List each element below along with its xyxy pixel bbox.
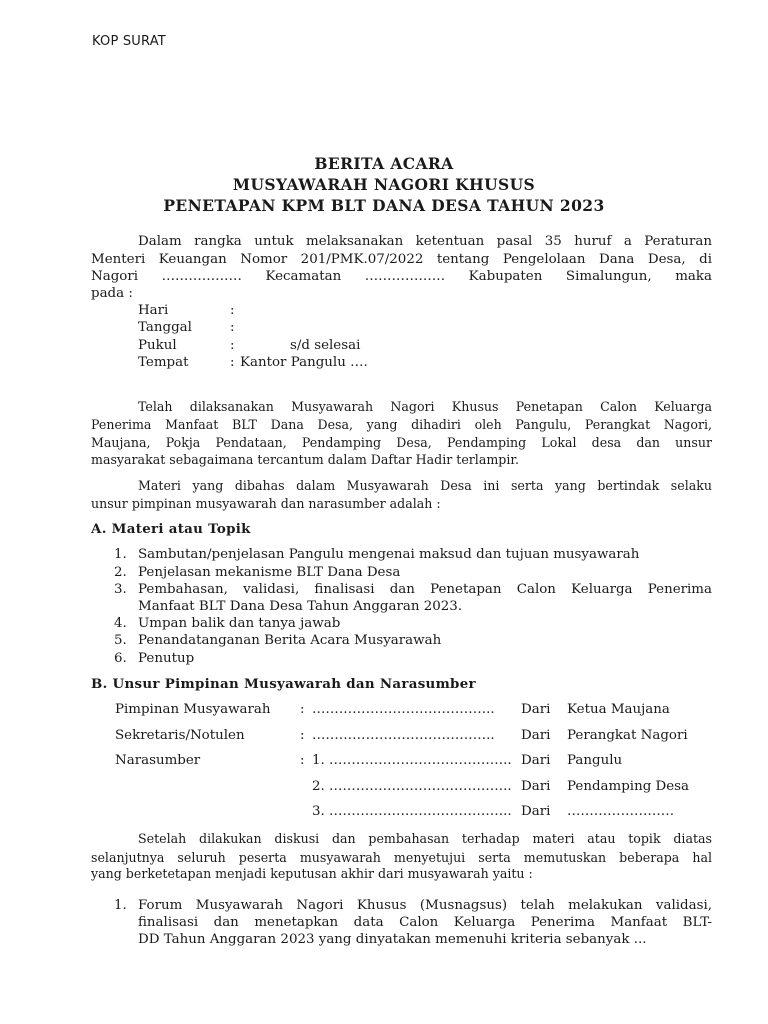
title-line-2: MUSYAWARAH NAGORI KHUSUS (232, 175, 536, 194)
topic-3-number: 3. (114, 582, 127, 597)
topic-5-text: Penandatanganan Berita Acara Musyarawah (138, 633, 442, 648)
para3-line-2: unsur pimpinan musyawarah dan narasumber adalah : (91, 496, 441, 511)
topic-3-text-continued: Manfaat BLT Dana Desa Tahun Anggaran 2023. (138, 599, 463, 614)
intro-line-1: Dalam rangka untuk melaksanakan ketentuan pasal 35 huruf a Peraturan (138, 234, 712, 249)
decision-1-number: 1. (114, 898, 127, 913)
para4-line-3: yang berketetapan menjadi keputusan akhir dari musyawarah yaitu : (91, 866, 533, 881)
narasumber-2-dari: Dari (521, 779, 551, 794)
topic-4-text: Umpan balik dan tanya jawab (138, 616, 341, 631)
para2-line-4: masyarakat sebagaimana tercantum dalam Daftar Hadir terlampir. (91, 452, 520, 467)
narasumber-2-blank: 2. ………………………………….. (312, 779, 512, 794)
tanggal-colon: : (230, 320, 235, 335)
topic-3-text: Pembahasan, validasi, finalisasi dan Penetapan Calon Keluarga Penerima (138, 582, 712, 597)
hari-colon: : (230, 303, 235, 318)
topic-2-text: Penjelasan mekanisme BLT Dana Desa (138, 565, 401, 580)
tanggal-label: Tanggal (138, 320, 192, 335)
para2-line-2: Penerima Manfaat BLT Dana Desa, yang dihadiri oleh Pangulu, Perangkat Nagori, (91, 417, 712, 432)
narasumber-colon: : (300, 753, 305, 768)
narasumber-1-dari: Dari (521, 753, 551, 768)
sekretaris-dari: Dari (521, 728, 551, 743)
topic-2-number: 2. (114, 565, 127, 580)
letterhead-placeholder: KOP SURAT (92, 34, 166, 49)
pimpinan-role: Ketua Maujana (567, 702, 670, 717)
title-line-3: PENETAPAN KPM BLT DANA DESA TAHUN 2023 (163, 196, 605, 215)
sekretaris-role: Perangkat Nagori (567, 728, 688, 743)
para2-line-3: Maujana, Pokja Pendataan, Pendamping Desa, Pendamping Lokal desa dan unsur (91, 435, 712, 450)
pimpinan-colon: : (300, 702, 305, 717)
narasumber-label: Narasumber (115, 753, 201, 768)
tempat-label: Tempat (138, 355, 189, 370)
topic-5-number: 5. (114, 633, 127, 648)
para4-line-2: selanjutnya seluruh peserta musyawarah menyetujui serta memutuskan beberapa hal (91, 850, 712, 865)
pimpinan-dari: Dari (521, 702, 551, 717)
intro-line-4: pada : (91, 286, 133, 301)
tempat-value: Kantor Pangulu …. (240, 355, 368, 370)
section-a-heading: A. Materi atau Topik (91, 521, 251, 537)
para4-line-1: Setelah dilakukan diskusi dan pembahasan terhadap materi atau topik diatas (138, 831, 712, 846)
para3-line-1: Materi yang dibahas dalam Musyawarah Desa ini serta yang bertindak selaku (138, 478, 712, 493)
pukul-label: Pukul (138, 338, 177, 353)
pimpinan-label: Pimpinan Musyawarah (115, 702, 271, 717)
narasumber-3-role: …………………… (567, 804, 675, 819)
section-b-heading: B. Unsur Pimpinan Musyawarah dan Narasumber (91, 676, 476, 692)
topic-1-number: 1. (114, 547, 127, 562)
pukul-colon: : (230, 338, 235, 353)
sekretaris-name-blank: ………………………………….. (312, 728, 495, 743)
para2-line-1: Telah dilaksanakan Musyawarah Nagori Khusus Penetapan Calon Keluarga (138, 399, 712, 414)
decision-1-line-1: Forum Musyawarah Nagori Khusus (Musnagsus) telah melakukan validasi, (138, 898, 712, 913)
narasumber-2-role: Pendamping Desa (567, 779, 690, 794)
topic-4-number: 4. (114, 616, 127, 631)
intro-line-3: Nagori ……………… Kecamatan ……………… Kabupaten Simalungun, maka (91, 269, 712, 284)
hari-label: Hari (138, 303, 169, 318)
pukul-value: s/d selesai (290, 338, 361, 353)
tempat-colon: : (230, 355, 235, 370)
decision-1-line-2: finalisasi dan menetapkan data Calon Keluarga Penerima Manfaat BLT- (138, 915, 712, 930)
pimpinan-name-blank: ………………………………….. (312, 702, 495, 717)
decision-1-line-3: DD Tahun Anggaran 2023 yang dinyatakan memenuhi kriteria sebanyak ... (138, 932, 647, 947)
narasumber-1-role: Pangulu (567, 753, 623, 768)
topic-6-text: Penutup (138, 651, 195, 666)
title-line-1: BERITA ACARA (314, 154, 454, 173)
narasumber-3-dari: Dari (521, 804, 551, 819)
narasumber-1-blank: 1. ………………………………….. (312, 753, 512, 768)
sekretaris-label: Sekretaris/Notulen (115, 728, 245, 743)
topic-1-text: Sambutan/penjelasan Pangulu mengenai maksud dan tujuan musyawarah (138, 547, 640, 562)
narasumber-3-blank: 3. ………………………………….. (312, 804, 512, 819)
topic-6-number: 6. (114, 651, 127, 666)
intro-line-2: Menteri Keuangan Nomor 201/PMK.07/2022 tentang Pengelolaan Dana Desa, di (91, 252, 712, 267)
sekretaris-colon: : (300, 728, 305, 743)
